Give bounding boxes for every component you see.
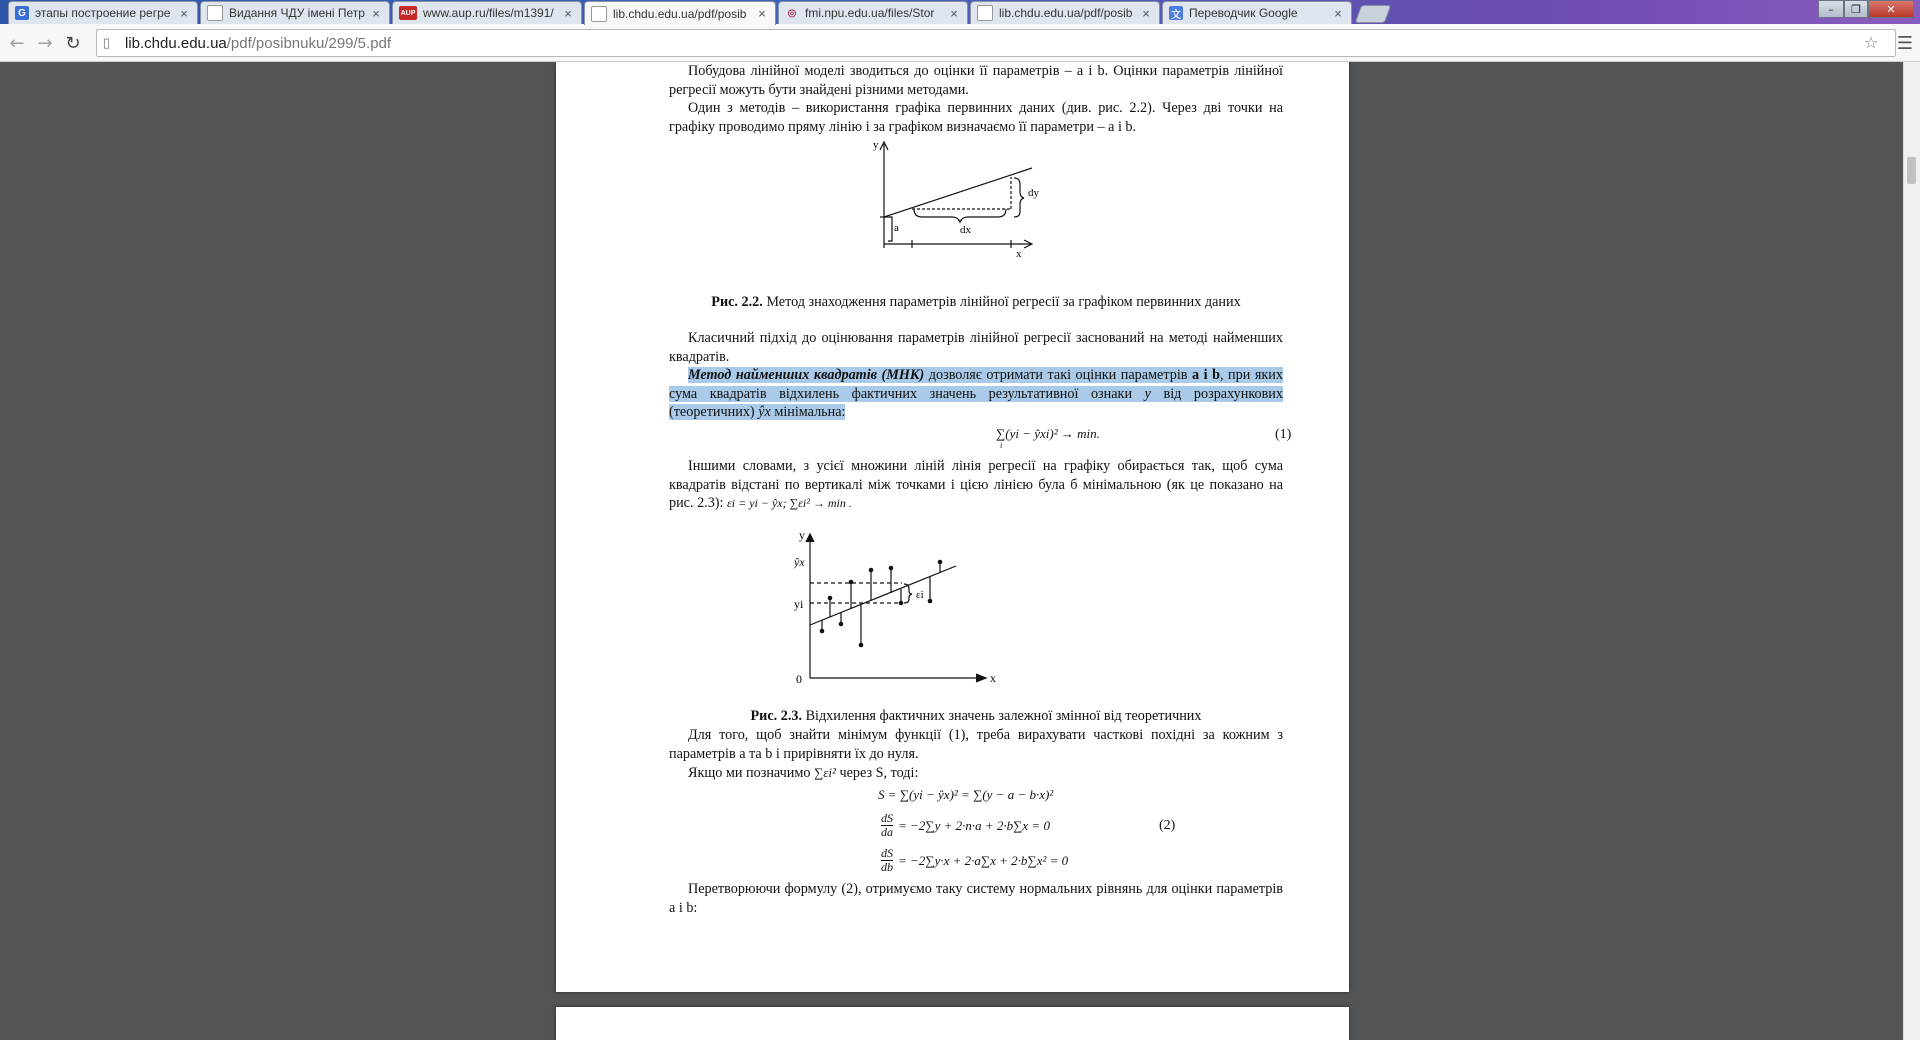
data-point (820, 629, 825, 634)
paragraph-3: Класичний підхід до оцінювання параметрів лінійної регресії заснований на методі найменших квадратів. (669, 330, 1283, 365)
tab-close-icon[interactable]: × (1142, 5, 1150, 21)
tab-title: Видання ЧДУ імені Петр (229, 6, 365, 20)
equation-2b-fraction (879, 812, 895, 839)
data-point (938, 560, 943, 565)
data-point (899, 601, 904, 606)
tab-4-active[interactable] (584, 1, 776, 25)
fig2-yhat-label: ŷx (794, 555, 805, 569)
tab-close-icon[interactable]: × (180, 5, 188, 21)
tab-close-icon[interactable]: × (1334, 5, 1342, 21)
tab-2[interactable] (200, 1, 390, 24)
tab-close-icon[interactable]: × (564, 5, 572, 21)
fraction-denominator: db (881, 860, 893, 874)
paragraph-7-text: через S, тоді: (835, 765, 919, 781)
tab-close-icon[interactable]: × (950, 5, 958, 21)
fig1-dy-label: dy (1028, 187, 1039, 199)
mnk-term: Метод найменших квадратів (МНК) (688, 367, 925, 383)
equation-2c: = −2∑y·x + 2·a∑x + 2·b∑x² = 0 (898, 853, 1069, 868)
minimize-button[interactable]: – (1818, 0, 1844, 18)
tab-7[interactable] (1162, 1, 1352, 24)
fig2-yi-label: yi (794, 597, 804, 611)
google-favicon-icon: G (15, 6, 29, 20)
translate-favicon-icon: 文 (1169, 6, 1183, 20)
fraction-numerator: dS (881, 846, 893, 860)
caption-text: Метод знаходження параметрів лінійної регресії за графіком первинних даних (762, 294, 1241, 310)
tab-title: lib.chdu.edu.ua/pdf/posib (613, 6, 747, 21)
fig2-x-label: x (990, 671, 996, 685)
paragraph-5-text: Іншими словами, з усієї множини ліній лінія регресії на графіку обирається так, щоб сума квадратів відстані по вертикалі між точками і цією лінією була б мінімальною (як це показано на рис. 2.3): (669, 458, 1283, 511)
highlight-ab: a і b (1192, 367, 1220, 383)
dx-brace (914, 209, 1006, 222)
fig1-a-label: a (894, 222, 899, 234)
pdf-page (556, 62, 1349, 992)
tab-strip (0, 0, 1920, 24)
tab-5[interactable] (778, 1, 968, 24)
equation-2-number: (2) (1159, 818, 1176, 833)
tab-title: fmi.npu.edu.ua/files/Stor (805, 6, 935, 20)
data-point (889, 566, 894, 571)
circle-favicon-icon: ◎ (787, 7, 797, 19)
address-bar[interactable] (96, 29, 1896, 57)
figure-2-3-caption (669, 708, 1283, 725)
toolbar (0, 24, 1920, 62)
caption-number: Рис. 2.3. (750, 708, 803, 724)
regression-line (810, 566, 956, 625)
equation-1-subscript: i (1000, 441, 1003, 450)
regression-line (884, 168, 1032, 217)
new-tab-button[interactable] (1355, 5, 1392, 23)
tab-close-icon[interactable]: × (758, 6, 766, 21)
sum-epsilon-formula: ∑εi² (814, 765, 836, 780)
a-bracket (888, 217, 892, 241)
equation-1: ∑(yi − ŷxi)² → min. (996, 426, 1100, 441)
page-favicon-icon (591, 6, 607, 22)
fig1-x-label: x (1016, 248, 1022, 258)
scrollbar-thumb[interactable] (1907, 157, 1916, 184)
data-point (869, 568, 874, 573)
fig2-zero-label: 0 (796, 672, 802, 686)
tab-title: этапы построение регре (35, 6, 171, 20)
browser-chrome (0, 0, 1920, 62)
fig1-y-label: y (873, 139, 879, 151)
highlight-text: від розрахункових (теоретичних) (669, 385, 1283, 420)
fraction-numerator: dS (881, 811, 893, 825)
figure-2-2 (856, 138, 1056, 258)
data-point (828, 596, 833, 601)
tab-1[interactable] (8, 1, 198, 24)
highlight-text: дозволяє отримати такі оцінки параметрів (924, 367, 1192, 383)
pdf-viewer[interactable] (0, 62, 1920, 1040)
url-host: lib.chdu.edu.ua (125, 34, 227, 52)
tab-title: lib.chdu.edu.ua/pdf/posib (999, 6, 1133, 20)
url-path: /pdf/posibnuku/299/5.pdf (226, 34, 392, 52)
equation-1-number: (1) (1275, 427, 1292, 442)
equation-2c-fraction (879, 847, 895, 874)
page-favicon-icon (207, 5, 223, 21)
data-point (859, 643, 864, 648)
paragraph-2: Один з методів – використання графіка первинних даних (див. рис. 2.2). Через дві точки на графіку проводимо пряму лінію і за графіком визначаємо її параметри – a і b. (669, 100, 1283, 135)
close-window-button[interactable]: ✕ (1868, 0, 1914, 18)
paragraph-7-text: Якщо ми позначимо (688, 765, 814, 781)
data-point (928, 599, 933, 604)
fig2-y-label: y (799, 530, 805, 542)
paragraph-1: Побудова лінійної моделі зводиться до оцінки її параметрів – a і b. Оцінки параметрів лінійної регресії можуть бути знайдені різними методами. (669, 63, 1283, 98)
tab-6[interactable] (970, 1, 1160, 24)
highlight-text: , при яких сума квадратів відхилень фактичних значень результативної ознаки (669, 367, 1283, 402)
caption-number: Рис. 2.2. (711, 294, 763, 310)
tab-close-icon[interactable]: × (372, 5, 380, 21)
reload-icon[interactable]: ↻ (65, 32, 81, 54)
highlight-y: y (1144, 385, 1151, 402)
vertical-scrollbar[interactable] (1903, 62, 1920, 1040)
pdf-page-next (556, 1007, 1349, 1040)
epsilon-formula: εi = yi − ŷx; ∑εi² → min . (727, 496, 852, 510)
back-arrow-icon[interactable]: ← (9, 32, 25, 54)
tab-title: www.aup.ru/files/m1391/ (423, 6, 554, 20)
tab-3[interactable] (392, 1, 582, 24)
data-point (849, 580, 854, 585)
caption-text: Відхилення фактичних значень залежної змінної від теоретичних (802, 708, 1202, 724)
page-favicon-icon (977, 5, 993, 21)
forward-arrow-icon[interactable]: → (37, 32, 53, 54)
y-axis-arrow (806, 534, 814, 542)
tab-title: Переводчик Google (1189, 6, 1298, 20)
figure-2-2-caption (669, 294, 1283, 311)
paragraph-5 (669, 457, 1283, 513)
menu-icon[interactable]: ☰ (1896, 32, 1914, 54)
maximize-button[interactable]: ❐ (1844, 0, 1868, 18)
data-point (839, 622, 844, 627)
highlight-yx: ŷx (758, 404, 771, 420)
paragraph-8: Перетворюючи формулу (2), отримуємо таку систему нормальних рівнянь для оцінки параметрів a і b: (669, 881, 1283, 916)
paragraph-4-highlighted (669, 366, 1283, 422)
x-axis-arrow (976, 674, 986, 682)
page-info-icon[interactable]: ▯ (103, 35, 111, 50)
highlight-text: мінімальна: (770, 404, 846, 420)
fig2-eps-label: εi (916, 589, 924, 601)
aup-favicon-icon: AUP (399, 6, 417, 20)
paragraph-7 (669, 764, 1283, 783)
fraction-denominator: da (881, 825, 893, 839)
paragraph-6: Для того, щоб знайти мінімум функції (1), треба вирахувати часткові похідні за кожним з параметрів a та b і прирівняти їх до нуля. (669, 727, 1283, 762)
bookmark-star-icon[interactable]: ☆ (1863, 32, 1879, 52)
dy-brace (1014, 178, 1024, 217)
figure-2-3 (794, 530, 1014, 690)
equation-2b: = −2∑y + 2·n·a + 2·b∑x = 0 (898, 818, 1050, 833)
equation-2a: S = ∑(yi − ŷx)² = ∑(y − a − b·x)² (878, 787, 1054, 802)
fig1-dx-label: dx (960, 224, 971, 236)
